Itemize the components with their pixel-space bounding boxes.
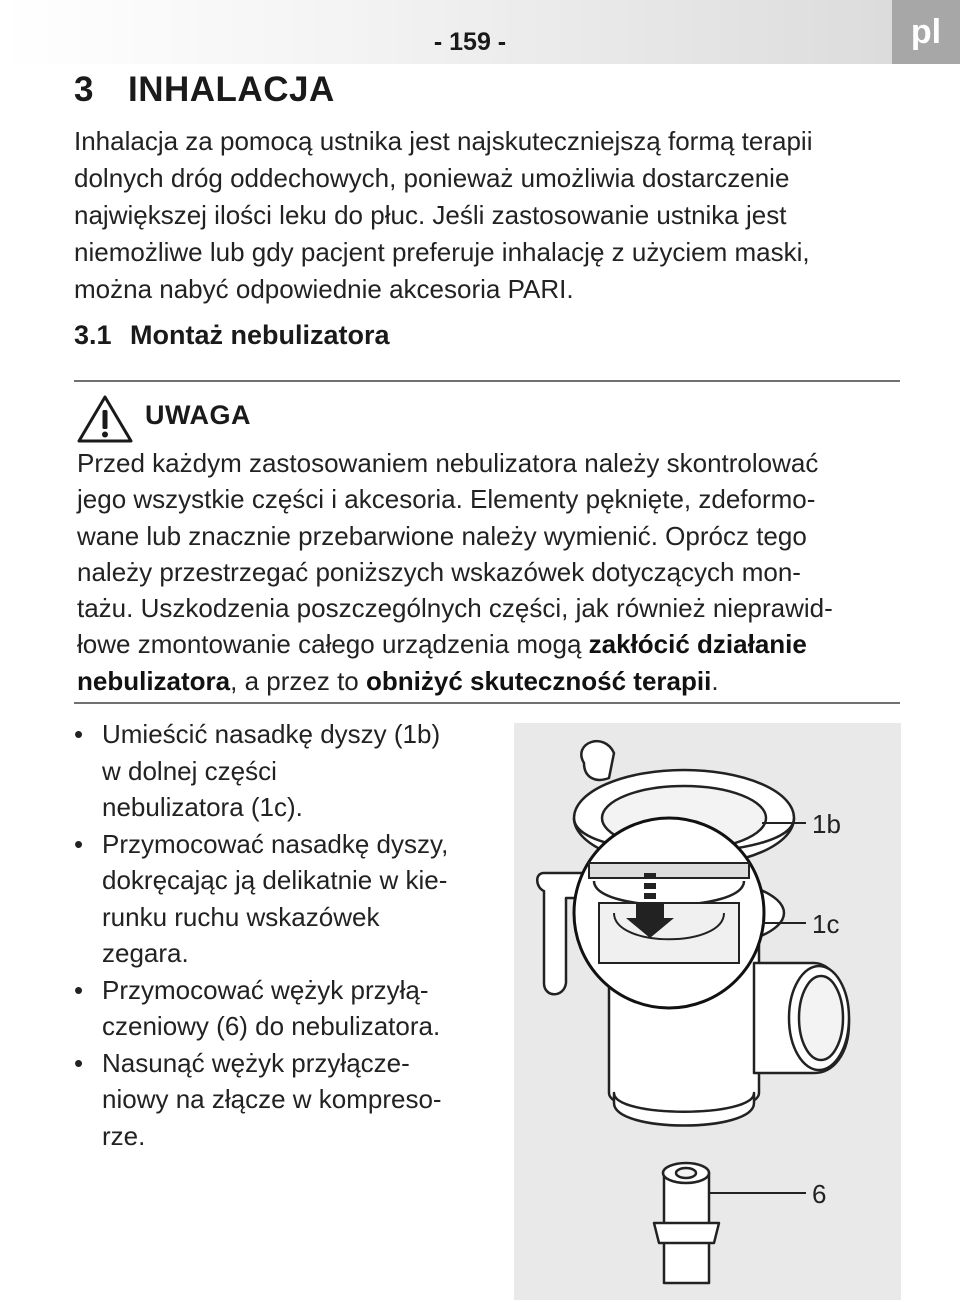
instruction-line: niowy na złącze w kompreso- — [102, 1084, 442, 1114]
warning-text-plain: łowe zmontowanie całego urządzenia mogą — [77, 629, 589, 660]
warning-text — [77, 445, 907, 699]
callout-label-1b: 1b — [812, 809, 841, 839]
warning-line — [77, 663, 907, 699]
bullet-marker: • — [74, 974, 84, 1005]
warning-line — [77, 626, 907, 662]
warning-line: wane lub znacznie przebarwione należy wymienić. Oprócz tego — [77, 520, 807, 551]
instruction-line: czeniowy (6) do nebulizatora. — [102, 1011, 441, 1041]
callout-label-1c: 1c — [812, 909, 840, 939]
instruction-line: Przymocować nasadkę dyszy, — [102, 828, 449, 859]
intro-line: niemożliwe lub gdy pacjent preferuje inhalację z użyciem maski, — [74, 237, 810, 267]
warning-emphasis: zakłócić działanie — [588, 629, 807, 660]
warning-triangle-icon — [76, 394, 134, 444]
warning-text-plain: . — [711, 665, 719, 696]
instruction-list — [74, 716, 514, 1154]
instruction-line: rze. — [102, 1120, 146, 1151]
instruction-item — [74, 716, 514, 826]
intro-line: dolnych dróg oddechowych, ponieważ umożliwia dostarczenie — [74, 163, 790, 193]
section-heading — [74, 70, 335, 110]
warning-line: Przed każdym zastosowaniem nebulizatora należy skontrolować — [77, 448, 819, 478]
warning-emphasis: obniżyć skuteczność terapii — [365, 665, 712, 696]
instruction-line: Nasunąć wężyk przyłącze- — [102, 1047, 410, 1078]
instruction-line: w dolnej części — [102, 755, 277, 786]
bullet-marker: • — [74, 719, 84, 749]
instruction-line: runku ruchu wskazówek — [102, 901, 380, 932]
warning-text-plain: , a przez to — [230, 665, 366, 696]
instruction-line: dokręcając ją delikatnie w kie- — [102, 865, 448, 895]
warning-bottom-rule — [74, 702, 900, 704]
intro-line: można nabyć odpowiednie akcesoria PARI. — [74, 274, 574, 304]
instruction-line: Umieścić nasadkę dyszy (1b) — [102, 719, 441, 749]
page-number: - 159 - — [433, 28, 507, 56]
subsection-number: 3.1 — [74, 320, 112, 350]
language-tab: pl — [892, 0, 960, 64]
intro-line: największej ilości leku do płuc. Jeśli zastosowanie ustnika jest — [74, 200, 787, 230]
instruction-line: Przymocować wężyk przyłą- — [102, 974, 429, 1005]
instruction-item — [74, 826, 514, 972]
warning-top-rule — [74, 380, 900, 382]
instruction-line: nebulizatora (1c). — [102, 792, 303, 822]
intro-line: Inhalacja za pomocą ustnika jest najskuteczniejszą formą terapii — [74, 126, 813, 156]
bullet-marker: • — [74, 1047, 84, 1078]
nebulizer-illustration — [514, 723, 901, 1300]
warning-line: jego wszystkie części i akcesoria. Elementy pęknięte, zdeformo- — [77, 484, 816, 515]
warning-line: tażu. Uszkodzenia poszczególnych części, jak również nieprawid- — [77, 593, 833, 624]
warning-line: należy przestrzegać poniższych wskazówek dotyczących mon- — [77, 556, 801, 587]
nebulizer-assembly-figure — [514, 723, 901, 1300]
instruction-item — [74, 972, 514, 1045]
warning-emphasis: nebulizatora — [77, 665, 231, 696]
callout-label-6: 6 — [812, 1179, 827, 1209]
section-number: 3 — [74, 70, 94, 109]
subsection-title: Montaż nebulizatora — [130, 320, 390, 350]
subsection-heading — [74, 320, 390, 351]
instruction-item — [74, 1045, 514, 1155]
warning-title: UWAGA — [145, 400, 251, 430]
intro-paragraph — [74, 123, 904, 308]
instruction-line: zegara. — [102, 938, 189, 968]
section-title: INHALACJA — [128, 70, 335, 109]
bullet-marker: • — [74, 828, 84, 859]
